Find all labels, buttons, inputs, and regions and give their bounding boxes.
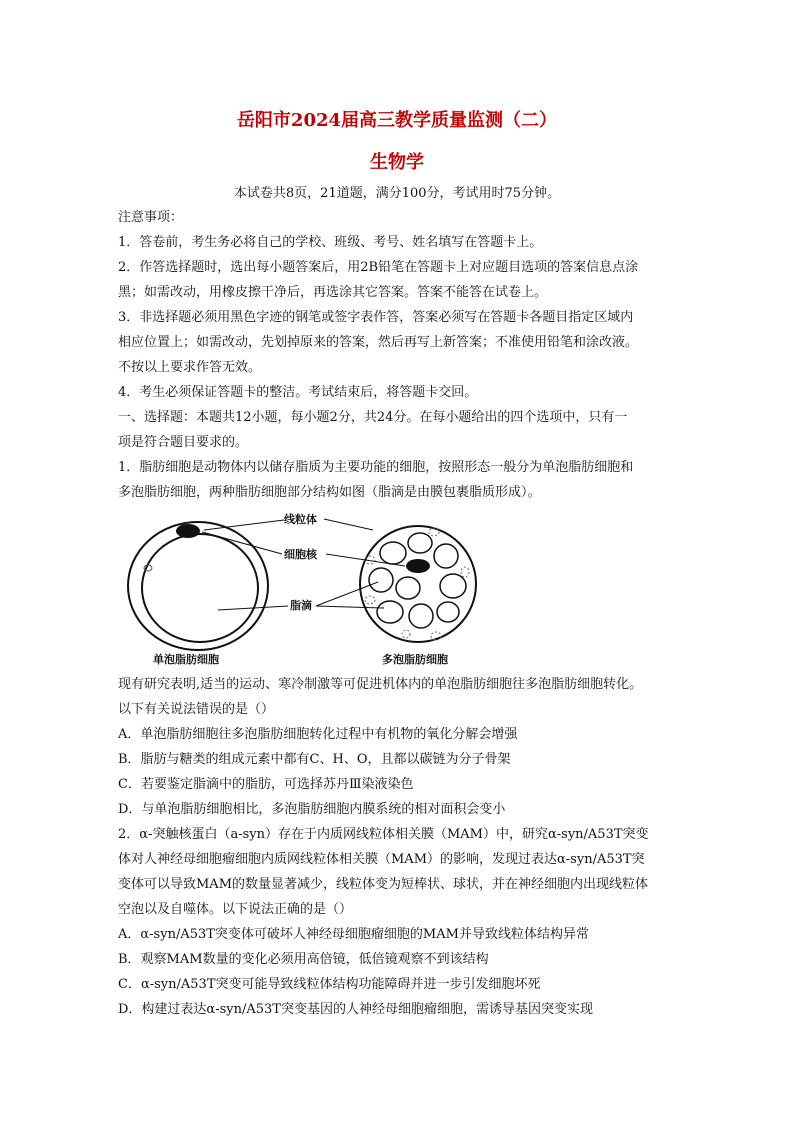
multilocular-cell-lipid-droplets xyxy=(369,533,466,628)
section-heading-cont: 项是符合题目要求的。 xyxy=(118,435,249,450)
q2-stem: 空泡以及自噬体。以下说法正确的是（） xyxy=(118,902,353,917)
figure-leader-lines xyxy=(202,519,405,610)
notice-item: 4．考生必须保证答题卡的整洁。考试结束后，将答题卡交回。 xyxy=(118,385,478,400)
multilocular-cell-membrane xyxy=(360,526,476,642)
figure-label-nucleus: 细胞核 xyxy=(284,548,317,561)
figure-caption-unilocular: 单泡脂肪细胞 xyxy=(153,653,219,666)
exam-title: 岳阳市2024届高三教学质量监测（二） xyxy=(236,110,558,131)
unilocular-cell-outer-membrane xyxy=(128,522,268,650)
notice-item: 相应位置上；如需改动，先划掉原来的答案，然后再写上新答案；不准使用铅笔和涂改液。 xyxy=(118,335,639,350)
q2-stem: 体对人神经母细胞瘤细胞内质网线粒体相关膜（MAM）的影响，发现过表达α-syn/A53T突 xyxy=(118,852,645,867)
q1-stem: 多泡脂肪细胞，两种脂肪细胞部分结构如图（脂滴是由膜包裹脂质形成）。 xyxy=(118,485,541,500)
q2-option-c: C．α-syn/A53T突变可能导致线粒体结构功能障碍并进一步引发细胞坏死 xyxy=(118,977,541,992)
q1-option-d: D．与单泡脂肪细胞相比，多泡脂肪细胞内膜系统的相对面积会变小 xyxy=(118,802,506,817)
exam-info: 本试卷共8页，21道题，满分100分，考试用时75分钟。 xyxy=(233,186,561,201)
notice-item: 1．答卷前，考生务必将自己的学校、班级、考号、姓名填写在答题卡上。 xyxy=(118,235,543,250)
q2-option-a: A．α-syn/A53T突变体可破坏人神经母细胞瘤细胞的MAM并导致线粒体结构异常 xyxy=(118,927,589,942)
q1-option-b: B．脂肪与糖类的组成元素中都有C、H、O，且都以碳链为分子骨架 xyxy=(118,752,511,767)
multilocular-cell-mitochondria xyxy=(365,528,469,640)
section-heading: 一、选择题：本题共12小题，每小题2分，共24分。在每小题给出的四个选项中，只有一 xyxy=(118,410,628,425)
notice-heading: 注意事项： xyxy=(118,210,184,225)
notice-item: 3．非选择题必须用黑色字迹的钢笔或签字表作答，答案必须写在答题卡各题目指定区域内 xyxy=(118,310,634,325)
figure-label-mitochondria: 线粒体 xyxy=(284,513,317,526)
q1-option-a: A．单泡脂肪细胞往多泡脂肪细胞转化过程中有机物的氧化分解会增强 xyxy=(118,727,518,742)
q2-option-d: D．构建过表达α-syn/A53T突变基因的人神经母细胞瘤细胞，需诱导基因突变实现 xyxy=(118,1002,593,1017)
q2-option-b: B．观察MAM数量的变化必须用高倍镜，低倍镜观察不到该结构 xyxy=(118,952,489,967)
exam-subject: 生物学 xyxy=(370,152,424,173)
q2-stem: 2．α-突触核蛋白（a-syn）存在于内质网线粒体相关膜（MAM）中，研究α-syn/A53T突变 xyxy=(118,827,649,842)
q2-stem: 变体可以导致MAM的数量显著减少，线粒体变为短棒状、球状，并在神经细胞内出现线粒体 xyxy=(118,877,649,892)
q1-stem: 以下有关说法错误的是（） xyxy=(118,702,275,717)
unilocular-cell-lipid-droplet xyxy=(142,534,258,642)
fat-cell-figure xyxy=(118,508,478,668)
notice-item: 不按以上要求作答无效。 xyxy=(118,360,262,375)
figure-caption-multilocular: 多泡脂肪细胞 xyxy=(382,653,448,666)
q1-stem: 1．脂肪细胞是动物体内以储存脂质为主要功能的细胞，按照形态一般分为单泡脂肪细胞和 xyxy=(118,460,634,475)
unilocular-cell-nucleus xyxy=(176,524,200,538)
notice-item: 2．作答选择题时，选出每小题答案后，用2B铅笔在答题卡上对应题目选项的答案信息点涂 xyxy=(118,260,639,275)
multilocular-cell-nucleus xyxy=(406,559,430,573)
q1-stem: 现有研究表明,适当的运动、寒冷制激等可促进机体内的单泡脂肪细胞往多泡脂肪细胞转化。 xyxy=(118,677,643,692)
figure-label-lipid-droplet: 脂滴 xyxy=(290,599,312,612)
q1-option-c: C．若要鉴定脂滴中的脂肪，可选择苏丹Ⅲ染液染色 xyxy=(118,777,414,792)
notice-item: 黑；如需改动，用橡皮擦干净后，再选涂其它答案。答案不能答在试卷上。 xyxy=(118,285,548,300)
